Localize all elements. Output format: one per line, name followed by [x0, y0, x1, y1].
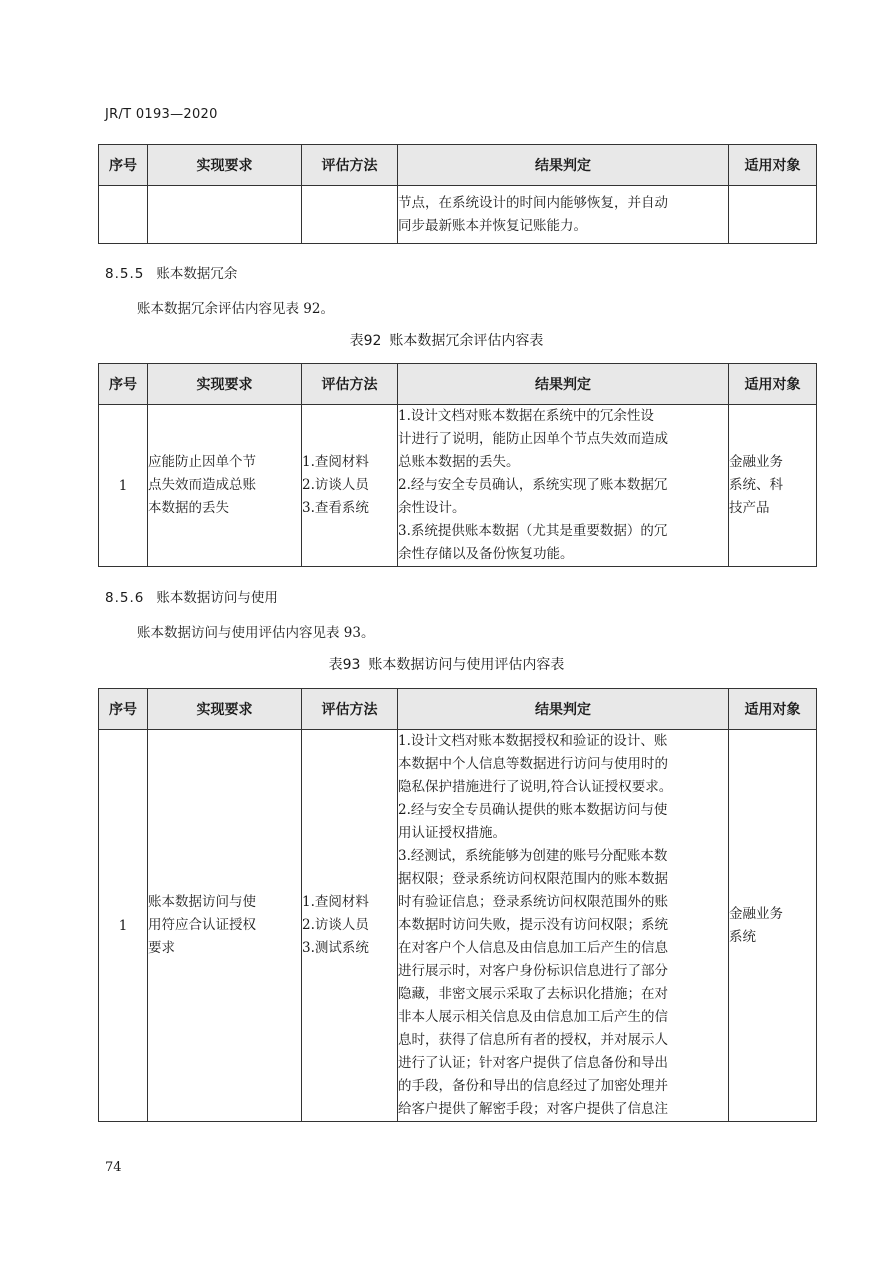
- table-caption-93: [0, 654, 893, 674]
- result-line: 息时，获得了信息所有者的授权，并对展示人: [398, 1032, 668, 1048]
- result-line: 隐私保护措施进行了说明,符合认证授权要求。: [398, 779, 673, 795]
- result-line: 本数据时访问失败，提示没有访问权限；系统: [398, 917, 668, 933]
- cell-result: [398, 186, 729, 244]
- header-requirement: 实现要求: [148, 364, 302, 405]
- result-line: 节点，在系统设计的时间内能够恢复，并自动: [398, 194, 668, 211]
- header-method: 评估方法: [302, 145, 398, 186]
- target-line: 金融业务: [729, 905, 783, 922]
- clause-heading-856: [105, 586, 278, 606]
- table-continued: [98, 144, 817, 244]
- result-line: 本数据中个人信息等数据进行访问与使用时的: [398, 756, 668, 772]
- header-target: 适用对象: [729, 689, 817, 730]
- requirement-line: 点失效而造成总账: [148, 477, 256, 493]
- header-requirement: 实现要求: [148, 145, 302, 186]
- header-result: 结果判定: [398, 364, 729, 405]
- table-title: 账本数据访问与使用评估内容表: [368, 657, 565, 673]
- requirement-line: 要求: [148, 940, 175, 956]
- header-requirement: 实现要求: [148, 689, 302, 730]
- requirement-line: 账本数据访问与使: [148, 894, 256, 910]
- result-line: 余性设计。: [398, 500, 466, 516]
- result-line: 用认证授权措施。: [398, 825, 506, 841]
- document-code: JR/T 0193—2020: [105, 107, 218, 122]
- cell-method: [302, 405, 398, 567]
- result-line: 1.设计文档对账本数据授权和验证的设计、账: [398, 733, 668, 749]
- clause-number: 8.5.5: [105, 266, 145, 282]
- target-line: 技产品: [729, 500, 770, 516]
- result-line: 2.经与安全专员确认，系统实现了账本数据冗: [398, 477, 668, 493]
- table-header-row: [99, 145, 817, 186]
- cell-target: [729, 405, 817, 567]
- result-line: 时有验证信息；登录系统访问权限范围外的账: [398, 894, 668, 910]
- header-result: 结果判定: [398, 145, 729, 186]
- table-row: [99, 186, 817, 244]
- result-line: 给客户提供了解密手段；对客户提供了信息注: [398, 1101, 668, 1117]
- target-line: 金融业务: [729, 454, 783, 470]
- clause-title: 账本数据冗余: [156, 266, 238, 282]
- cell-result: [398, 405, 729, 567]
- cell-requirement: [148, 186, 302, 244]
- cell-target: [729, 186, 817, 244]
- table-header-row: [99, 689, 817, 730]
- cell-method: [302, 730, 398, 1122]
- method-line: 2.访谈人员: [302, 917, 369, 933]
- clause-title: 账本数据访问与使用: [156, 590, 278, 606]
- table-caption-92: [0, 330, 893, 350]
- result-line: 进行展示时，对客户身份标识信息进行了部分: [398, 963, 668, 979]
- result-line: 非本人展示相关信息及由信息加工后产生的信: [398, 1009, 668, 1025]
- cell-seq: 1: [99, 730, 148, 1122]
- result-line: 2.经与安全专员确认提供的账本数据访问与使: [398, 802, 668, 818]
- result-line: 3.经测试，系统能够为创建的账号分配账本数: [398, 848, 668, 864]
- result-line: 余性存储以及备份恢复功能。: [398, 546, 574, 562]
- target-line: 系统: [729, 928, 756, 945]
- cell-requirement: [148, 405, 302, 567]
- header-seq: 序号: [99, 364, 148, 405]
- header-method: 评估方法: [302, 689, 398, 730]
- clause-intro-855: 账本数据冗余评估内容见表 92。: [137, 301, 334, 317]
- method-line: 1.查阅材料: [302, 454, 369, 470]
- result-line: 1.设计文档对账本数据在系统中的冗余性设: [398, 408, 654, 424]
- header-seq: 序号: [99, 145, 148, 186]
- table-row: [99, 405, 817, 567]
- result-line: 据权限；登录系统访问权限范围内的账本数据: [398, 871, 668, 887]
- method-line: 3.查看系统: [302, 500, 369, 516]
- result-line: 进行了认证；针对客户提供了信息备份和导出: [398, 1055, 668, 1071]
- cell-requirement: [148, 730, 302, 1122]
- result-line: 计进行了说明，能防止因单个节点失效而造成: [398, 431, 668, 447]
- result-line: 隐藏，非密文展示采取了去标识化措施；在对: [398, 986, 668, 1002]
- page-number: 74: [105, 1160, 122, 1175]
- table-92: [98, 363, 817, 567]
- method-line: 2.访谈人员: [302, 477, 369, 493]
- cell-method: [302, 186, 398, 244]
- method-line: 3.测试系统: [302, 940, 369, 956]
- cell-seq: 1: [99, 405, 148, 567]
- header-method: 评估方法: [302, 364, 398, 405]
- table-title: 账本数据冗余评估内容表: [389, 333, 544, 349]
- result-line: 3.系统提供账本数据（尤其是重要数据）的冗: [398, 523, 668, 539]
- clause-heading-855: [105, 262, 237, 282]
- cell-result: [398, 730, 729, 1122]
- table-label: 表93: [328, 657, 361, 673]
- header-seq: 序号: [99, 689, 148, 730]
- requirement-line: 用符应合认证授权: [148, 917, 256, 933]
- clause-intro-856: 账本数据访问与使用评估内容见表 93。: [137, 625, 375, 641]
- result-line: 的手段，备份和导出的信息经过了加密处理并: [398, 1078, 668, 1094]
- result-line: 总账本数据的丢失。: [398, 454, 520, 470]
- header-target: 适用对象: [729, 364, 817, 405]
- table-header-row: [99, 364, 817, 405]
- result-line: 同步最新账本并恢复记账能力。: [398, 217, 587, 234]
- requirement-line: 本数据的丢失: [148, 500, 229, 516]
- target-line: 系统、科: [729, 477, 783, 493]
- table-label: 表92: [349, 333, 382, 349]
- clause-number: 8.5.6: [105, 590, 145, 606]
- method-line: 1.查阅材料: [302, 894, 369, 910]
- table-93: [98, 688, 817, 1122]
- table-row: [99, 730, 817, 1122]
- cell-target: [729, 730, 817, 1122]
- header-result: 结果判定: [398, 689, 729, 730]
- header-target: 适用对象: [729, 145, 817, 186]
- requirement-line: 应能防止因单个节: [148, 454, 256, 470]
- result-line: 在对客户个人信息及由信息加工后产生的信息: [398, 940, 668, 956]
- cell-seq: [99, 186, 148, 244]
